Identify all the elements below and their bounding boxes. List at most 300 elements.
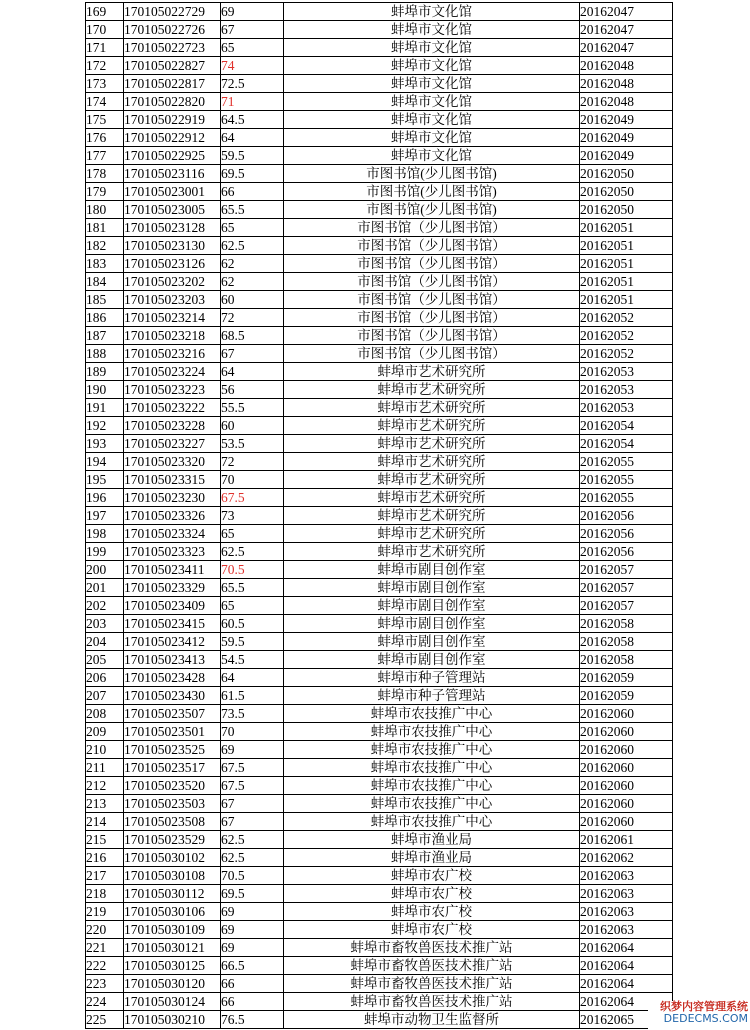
table-row xyxy=(86,129,673,147)
position-code-cell: 20162058 xyxy=(580,651,673,669)
candidate-id-cell: 170105023329 xyxy=(124,579,221,597)
candidate-id-cell: 170105022817 xyxy=(124,75,221,93)
employer-unit-cell: 蚌埠市剧目创作室 xyxy=(284,561,580,579)
score-cell: 68.5 xyxy=(221,327,284,345)
row-number-cell: 208 xyxy=(86,705,124,723)
table-row xyxy=(86,165,673,183)
table-row xyxy=(86,399,673,417)
row-number-cell: 212 xyxy=(86,777,124,795)
employer-unit-cell: 蚌埠市剧目创作室 xyxy=(284,615,580,633)
employer-unit-cell: 蚌埠市动物卫生监督所 xyxy=(284,1011,580,1029)
table-row xyxy=(86,21,673,39)
table-row xyxy=(86,489,673,507)
table-row xyxy=(86,453,673,471)
score-cell: 64 xyxy=(221,363,284,381)
employer-unit-cell: 市图书馆（少儿图书馆） xyxy=(284,255,580,273)
table-row xyxy=(86,471,673,489)
employer-unit-cell: 市图书馆（少儿图书馆） xyxy=(284,327,580,345)
table-row xyxy=(86,615,673,633)
candidate-id-cell: 170105030112 xyxy=(124,885,221,903)
score-cell: 69.5 xyxy=(221,885,284,903)
position-code-cell: 20162063 xyxy=(580,903,673,921)
table-row xyxy=(86,885,673,903)
candidate-id-cell: 170105023202 xyxy=(124,273,221,291)
table-row xyxy=(86,3,673,21)
position-code-cell: 20162053 xyxy=(580,381,673,399)
row-number-cell: 174 xyxy=(86,93,124,111)
candidate-id-cell: 170105023128 xyxy=(124,219,221,237)
employer-unit-cell: 蚌埠市文化馆 xyxy=(284,75,580,93)
row-number-cell: 185 xyxy=(86,291,124,309)
position-code-cell: 20162050 xyxy=(580,183,673,201)
candidate-id-cell: 170105030108 xyxy=(124,867,221,885)
employer-unit-cell: 蚌埠市种子管理站 xyxy=(284,687,580,705)
candidate-id-cell: 170105030121 xyxy=(124,939,221,957)
candidate-id-cell: 170105023230 xyxy=(124,489,221,507)
score-table-body xyxy=(86,3,673,1029)
employer-unit-cell: 蚌埠市渔业局 xyxy=(284,849,580,867)
table-row xyxy=(86,435,673,453)
score-cell: 64 xyxy=(221,129,284,147)
candidate-id-cell: 170105030102 xyxy=(124,849,221,867)
position-code-cell: 20162063 xyxy=(580,885,673,903)
candidate-id-cell: 170105023508 xyxy=(124,813,221,831)
employer-unit-cell: 市图书馆（少儿图书馆） xyxy=(284,345,580,363)
candidate-id-cell: 170105023517 xyxy=(124,759,221,777)
employer-unit-cell: 蚌埠市艺术研究所 xyxy=(284,453,580,471)
position-code-cell: 20162062 xyxy=(580,849,673,867)
employer-unit-cell: 蚌埠市艺术研究所 xyxy=(284,471,580,489)
candidate-id-cell: 170105023227 xyxy=(124,435,221,453)
position-code-cell: 20162056 xyxy=(580,543,673,561)
employer-unit-cell: 市图书馆(少儿图书馆) xyxy=(284,183,580,201)
table-row xyxy=(86,597,673,615)
candidate-id-cell: 170105030210 xyxy=(124,1011,221,1029)
score-cell: 65.5 xyxy=(221,579,284,597)
candidate-id-cell: 170105023323 xyxy=(124,543,221,561)
position-code-cell: 20162049 xyxy=(580,129,673,147)
row-number-cell: 181 xyxy=(86,219,124,237)
position-code-cell: 20162060 xyxy=(580,795,673,813)
row-number-cell: 221 xyxy=(86,939,124,957)
candidate-id-cell: 170105023005 xyxy=(124,201,221,219)
row-number-cell: 225 xyxy=(86,1011,124,1029)
row-number-cell: 195 xyxy=(86,471,124,489)
score-table xyxy=(85,2,673,1029)
employer-unit-cell: 蚌埠市剧目创作室 xyxy=(284,597,580,615)
table-row xyxy=(86,759,673,777)
table-row xyxy=(86,849,673,867)
employer-unit-cell: 市图书馆（少儿图书馆） xyxy=(284,237,580,255)
score-cell: 64 xyxy=(221,669,284,687)
table-row xyxy=(86,507,673,525)
score-cell: 65.5 xyxy=(221,201,284,219)
table-row xyxy=(86,687,673,705)
score-cell: 65 xyxy=(221,597,284,615)
table-row xyxy=(86,939,673,957)
row-number-cell: 186 xyxy=(86,309,124,327)
candidate-id-cell: 170105022726 xyxy=(124,21,221,39)
table-row xyxy=(86,921,673,939)
table-row xyxy=(86,741,673,759)
table-row xyxy=(86,957,673,975)
row-number-cell: 170 xyxy=(86,21,124,39)
table-row xyxy=(86,363,673,381)
candidate-id-cell: 170105022827 xyxy=(124,57,221,75)
table-row xyxy=(86,633,673,651)
row-number-cell: 197 xyxy=(86,507,124,525)
position-code-cell: 20162054 xyxy=(580,435,673,453)
row-number-cell: 180 xyxy=(86,201,124,219)
candidate-id-cell: 170105023320 xyxy=(124,453,221,471)
candidate-id-cell: 170105023214 xyxy=(124,309,221,327)
score-cell: 67.5 xyxy=(221,777,284,795)
employer-unit-cell: 蚌埠市文化馆 xyxy=(284,93,580,111)
candidate-id-cell: 170105023503 xyxy=(124,795,221,813)
employer-unit-cell: 市图书馆（少儿图书馆） xyxy=(284,309,580,327)
position-code-cell: 20162057 xyxy=(580,579,673,597)
employer-unit-cell: 蚌埠市农技推广中心 xyxy=(284,777,580,795)
table-row xyxy=(86,255,673,273)
position-code-cell: 20162061 xyxy=(580,831,673,849)
score-cell: 62 xyxy=(221,273,284,291)
position-code-cell: 20162057 xyxy=(580,597,673,615)
table-row xyxy=(86,723,673,741)
employer-unit-cell: 蚌埠市艺术研究所 xyxy=(284,507,580,525)
score-cell: 62.5 xyxy=(221,543,284,561)
employer-unit-cell: 蚌埠市文化馆 xyxy=(284,129,580,147)
score-cell: 55.5 xyxy=(221,399,284,417)
table-row xyxy=(86,993,673,1011)
employer-unit-cell: 蚌埠市文化馆 xyxy=(284,3,580,21)
score-cell: 53.5 xyxy=(221,435,284,453)
score-cell: 60 xyxy=(221,291,284,309)
row-number-cell: 182 xyxy=(86,237,124,255)
position-code-cell: 20162049 xyxy=(580,111,673,129)
score-cell: 66 xyxy=(221,183,284,201)
watermark-url: DEDECMS.COM xyxy=(663,1012,748,1025)
table-row xyxy=(86,903,673,921)
employer-unit-cell: 蚌埠市文化馆 xyxy=(284,147,580,165)
score-cell: 70.5 xyxy=(221,561,284,579)
employer-unit-cell: 蚌埠市农广校 xyxy=(284,867,580,885)
position-code-cell: 20162055 xyxy=(580,471,673,489)
employer-unit-cell: 市图书馆(少儿图书馆) xyxy=(284,165,580,183)
candidate-id-cell: 170105023228 xyxy=(124,417,221,435)
employer-unit-cell: 蚌埠市艺术研究所 xyxy=(284,399,580,417)
table-row xyxy=(86,183,673,201)
employer-unit-cell: 蚌埠市畜牧兽医技术推广站 xyxy=(284,939,580,957)
table-row xyxy=(86,669,673,687)
row-number-cell: 215 xyxy=(86,831,124,849)
employer-unit-cell: 蚌埠市文化馆 xyxy=(284,39,580,57)
score-cell: 69 xyxy=(221,921,284,939)
position-code-cell: 20162060 xyxy=(580,705,673,723)
position-code-cell: 20162051 xyxy=(580,273,673,291)
candidate-id-cell: 170105030109 xyxy=(124,921,221,939)
row-number-cell: 177 xyxy=(86,147,124,165)
row-number-cell: 203 xyxy=(86,615,124,633)
watermark-title: 织梦内容管理系统 xyxy=(660,1000,748,1013)
candidate-id-cell: 170105023525 xyxy=(124,741,221,759)
table-row xyxy=(86,219,673,237)
table-row xyxy=(86,381,673,399)
table-row xyxy=(86,777,673,795)
score-cell: 67 xyxy=(221,813,284,831)
candidate-id-cell: 170105023413 xyxy=(124,651,221,669)
candidate-id-cell: 170105023507 xyxy=(124,705,221,723)
score-cell: 59.5 xyxy=(221,147,284,165)
score-cell: 62 xyxy=(221,255,284,273)
candidate-id-cell: 170105023130 xyxy=(124,237,221,255)
position-code-cell: 20162047 xyxy=(580,3,673,21)
row-number-cell: 173 xyxy=(86,75,124,93)
position-code-cell: 20162050 xyxy=(580,201,673,219)
position-code-cell: 20162064 xyxy=(580,975,673,993)
employer-unit-cell: 蚌埠市艺术研究所 xyxy=(284,525,580,543)
row-number-cell: 196 xyxy=(86,489,124,507)
position-code-cell: 20162053 xyxy=(580,399,673,417)
employer-unit-cell: 蚌埠市渔业局 xyxy=(284,831,580,849)
score-cell: 69.5 xyxy=(221,165,284,183)
row-number-cell: 176 xyxy=(86,129,124,147)
candidate-id-cell: 170105023203 xyxy=(124,291,221,309)
candidate-id-cell: 170105023324 xyxy=(124,525,221,543)
employer-unit-cell: 蚌埠市文化馆 xyxy=(284,21,580,39)
table-row xyxy=(86,147,673,165)
employer-unit-cell: 蚌埠市农广校 xyxy=(284,921,580,939)
employer-unit-cell: 蚌埠市艺术研究所 xyxy=(284,489,580,507)
row-number-cell: 222 xyxy=(86,957,124,975)
candidate-id-cell: 170105022912 xyxy=(124,129,221,147)
table-row xyxy=(86,327,673,345)
position-code-cell: 20162055 xyxy=(580,453,673,471)
score-cell: 62.5 xyxy=(221,849,284,867)
employer-unit-cell: 蚌埠市畜牧兽医技术推广站 xyxy=(284,993,580,1011)
position-code-cell: 20162051 xyxy=(580,219,673,237)
score-cell: 56 xyxy=(221,381,284,399)
row-number-cell: 198 xyxy=(86,525,124,543)
row-number-cell: 184 xyxy=(86,273,124,291)
table-row xyxy=(86,57,673,75)
table-row xyxy=(86,795,673,813)
score-cell: 62.5 xyxy=(221,831,284,849)
position-code-cell: 20162064 xyxy=(580,957,673,975)
row-number-cell: 218 xyxy=(86,885,124,903)
position-code-cell: 20162060 xyxy=(580,813,673,831)
score-cell: 70.5 xyxy=(221,867,284,885)
candidate-id-cell: 170105023222 xyxy=(124,399,221,417)
row-number-cell: 189 xyxy=(86,363,124,381)
row-number-cell: 169 xyxy=(86,3,124,21)
candidate-id-cell: 170105022729 xyxy=(124,3,221,21)
score-cell: 69 xyxy=(221,3,284,21)
employer-unit-cell: 蚌埠市剧目创作室 xyxy=(284,579,580,597)
position-code-cell: 20162064 xyxy=(580,939,673,957)
row-number-cell: 179 xyxy=(86,183,124,201)
row-number-cell: 216 xyxy=(86,849,124,867)
position-code-cell: 20162053 xyxy=(580,363,673,381)
score-cell: 76.5 xyxy=(221,1011,284,1029)
table-row xyxy=(86,111,673,129)
candidate-id-cell: 170105023315 xyxy=(124,471,221,489)
table-row xyxy=(86,93,673,111)
candidate-id-cell: 170105023126 xyxy=(124,255,221,273)
table-row xyxy=(86,309,673,327)
candidate-id-cell: 170105023223 xyxy=(124,381,221,399)
score-cell: 69 xyxy=(221,903,284,921)
table-row xyxy=(86,867,673,885)
row-number-cell: 200 xyxy=(86,561,124,579)
row-number-cell: 191 xyxy=(86,399,124,417)
position-code-cell: 20162051 xyxy=(580,237,673,255)
position-code-cell: 20162047 xyxy=(580,39,673,57)
position-code-cell: 20162059 xyxy=(580,687,673,705)
employer-unit-cell: 蚌埠市农技推广中心 xyxy=(284,741,580,759)
candidate-id-cell: 170105023409 xyxy=(124,597,221,615)
position-code-cell: 20162063 xyxy=(580,921,673,939)
employer-unit-cell: 蚌埠市文化馆 xyxy=(284,57,580,75)
score-cell: 66.5 xyxy=(221,957,284,975)
row-number-cell: 172 xyxy=(86,57,124,75)
score-cell: 70 xyxy=(221,723,284,741)
score-cell: 65 xyxy=(221,219,284,237)
score-cell: 71 xyxy=(221,93,284,111)
table-row xyxy=(86,561,673,579)
table-row xyxy=(86,345,673,363)
candidate-id-cell: 170105023415 xyxy=(124,615,221,633)
position-code-cell: 20162059 xyxy=(580,669,673,687)
employer-unit-cell: 市图书馆（少儿图书馆） xyxy=(284,219,580,237)
row-number-cell: 202 xyxy=(86,597,124,615)
candidate-id-cell: 170105022919 xyxy=(124,111,221,129)
score-cell: 67 xyxy=(221,345,284,363)
table-row xyxy=(86,543,673,561)
table-row xyxy=(86,831,673,849)
score-cell: 67 xyxy=(221,795,284,813)
table-row xyxy=(86,291,673,309)
score-cell: 73.5 xyxy=(221,705,284,723)
score-cell: 62.5 xyxy=(221,237,284,255)
position-code-cell: 20162064 xyxy=(580,993,673,1011)
row-number-cell: 187 xyxy=(86,327,124,345)
row-number-cell: 188 xyxy=(86,345,124,363)
table-row xyxy=(86,813,673,831)
score-cell: 61.5 xyxy=(221,687,284,705)
employer-unit-cell: 蚌埠市农广校 xyxy=(284,903,580,921)
row-number-cell: 219 xyxy=(86,903,124,921)
score-cell: 74 xyxy=(221,57,284,75)
position-code-cell: 20162054 xyxy=(580,417,673,435)
employer-unit-cell: 市图书馆(少儿图书馆) xyxy=(284,201,580,219)
candidate-id-cell: 170105023001 xyxy=(124,183,221,201)
candidate-id-cell: 170105030120 xyxy=(124,975,221,993)
table-row xyxy=(86,579,673,597)
table-row xyxy=(86,975,673,993)
candidate-id-cell: 170105023501 xyxy=(124,723,221,741)
position-code-cell: 20162060 xyxy=(580,759,673,777)
candidate-id-cell: 170105030106 xyxy=(124,903,221,921)
score-cell: 69 xyxy=(221,741,284,759)
employer-unit-cell: 蚌埠市剧目创作室 xyxy=(284,633,580,651)
employer-unit-cell: 蚌埠市农技推广中心 xyxy=(284,795,580,813)
position-code-cell: 20162056 xyxy=(580,525,673,543)
table-row xyxy=(86,1011,673,1029)
position-code-cell: 20162051 xyxy=(580,255,673,273)
position-code-cell: 20162052 xyxy=(580,327,673,345)
position-code-cell: 20162058 xyxy=(580,633,673,651)
employer-unit-cell: 市图书馆（少儿图书馆） xyxy=(284,273,580,291)
employer-unit-cell: 蚌埠市艺术研究所 xyxy=(284,363,580,381)
employer-unit-cell: 蚌埠市农技推广中心 xyxy=(284,813,580,831)
employer-unit-cell: 蚌埠市农技推广中心 xyxy=(284,723,580,741)
employer-unit-cell: 蚌埠市畜牧兽医技术推广站 xyxy=(284,975,580,993)
row-number-cell: 205 xyxy=(86,651,124,669)
candidate-id-cell: 170105023529 xyxy=(124,831,221,849)
row-number-cell: 178 xyxy=(86,165,124,183)
score-cell: 72.5 xyxy=(221,75,284,93)
row-number-cell: 209 xyxy=(86,723,124,741)
candidate-id-cell: 170105022820 xyxy=(124,93,221,111)
candidate-id-cell: 170105022723 xyxy=(124,39,221,57)
position-code-cell: 20162056 xyxy=(580,507,673,525)
score-cell: 73 xyxy=(221,507,284,525)
table-row xyxy=(86,237,673,255)
employer-unit-cell: 蚌埠市种子管理站 xyxy=(284,669,580,687)
row-number-cell: 206 xyxy=(86,669,124,687)
row-number-cell: 175 xyxy=(86,111,124,129)
candidate-id-cell: 170105023216 xyxy=(124,345,221,363)
score-cell: 64.5 xyxy=(221,111,284,129)
employer-unit-cell: 蚌埠市剧目创作室 xyxy=(284,651,580,669)
candidate-id-cell: 170105030124 xyxy=(124,993,221,1011)
score-cell: 67.5 xyxy=(221,489,284,507)
row-number-cell: 210 xyxy=(86,741,124,759)
table-row xyxy=(86,705,673,723)
row-number-cell: 199 xyxy=(86,543,124,561)
score-cell: 70 xyxy=(221,471,284,489)
row-number-cell: 201 xyxy=(86,579,124,597)
row-number-cell: 204 xyxy=(86,633,124,651)
score-cell: 59.5 xyxy=(221,633,284,651)
candidate-id-cell: 170105023520 xyxy=(124,777,221,795)
row-number-cell: 194 xyxy=(86,453,124,471)
watermark xyxy=(648,1001,748,1029)
employer-unit-cell: 蚌埠市艺术研究所 xyxy=(284,417,580,435)
table-row xyxy=(86,651,673,669)
row-number-cell: 220 xyxy=(86,921,124,939)
row-number-cell: 213 xyxy=(86,795,124,813)
row-number-cell: 171 xyxy=(86,39,124,57)
row-number-cell: 193 xyxy=(86,435,124,453)
position-code-cell: 20162048 xyxy=(580,57,673,75)
score-cell: 66 xyxy=(221,975,284,993)
position-code-cell: 20162063 xyxy=(580,867,673,885)
row-number-cell: 183 xyxy=(86,255,124,273)
position-code-cell: 20162050 xyxy=(580,165,673,183)
position-code-cell: 20162048 xyxy=(580,75,673,93)
candidate-id-cell: 170105023412 xyxy=(124,633,221,651)
position-code-cell: 20162057 xyxy=(580,561,673,579)
candidate-id-cell: 170105023224 xyxy=(124,363,221,381)
candidate-id-cell: 170105030125 xyxy=(124,957,221,975)
row-number-cell: 211 xyxy=(86,759,124,777)
position-code-cell: 20162049 xyxy=(580,147,673,165)
employer-unit-cell: 市图书馆（少儿图书馆） xyxy=(284,291,580,309)
row-number-cell: 207 xyxy=(86,687,124,705)
score-cell: 72 xyxy=(221,453,284,471)
position-code-cell: 20162052 xyxy=(580,309,673,327)
